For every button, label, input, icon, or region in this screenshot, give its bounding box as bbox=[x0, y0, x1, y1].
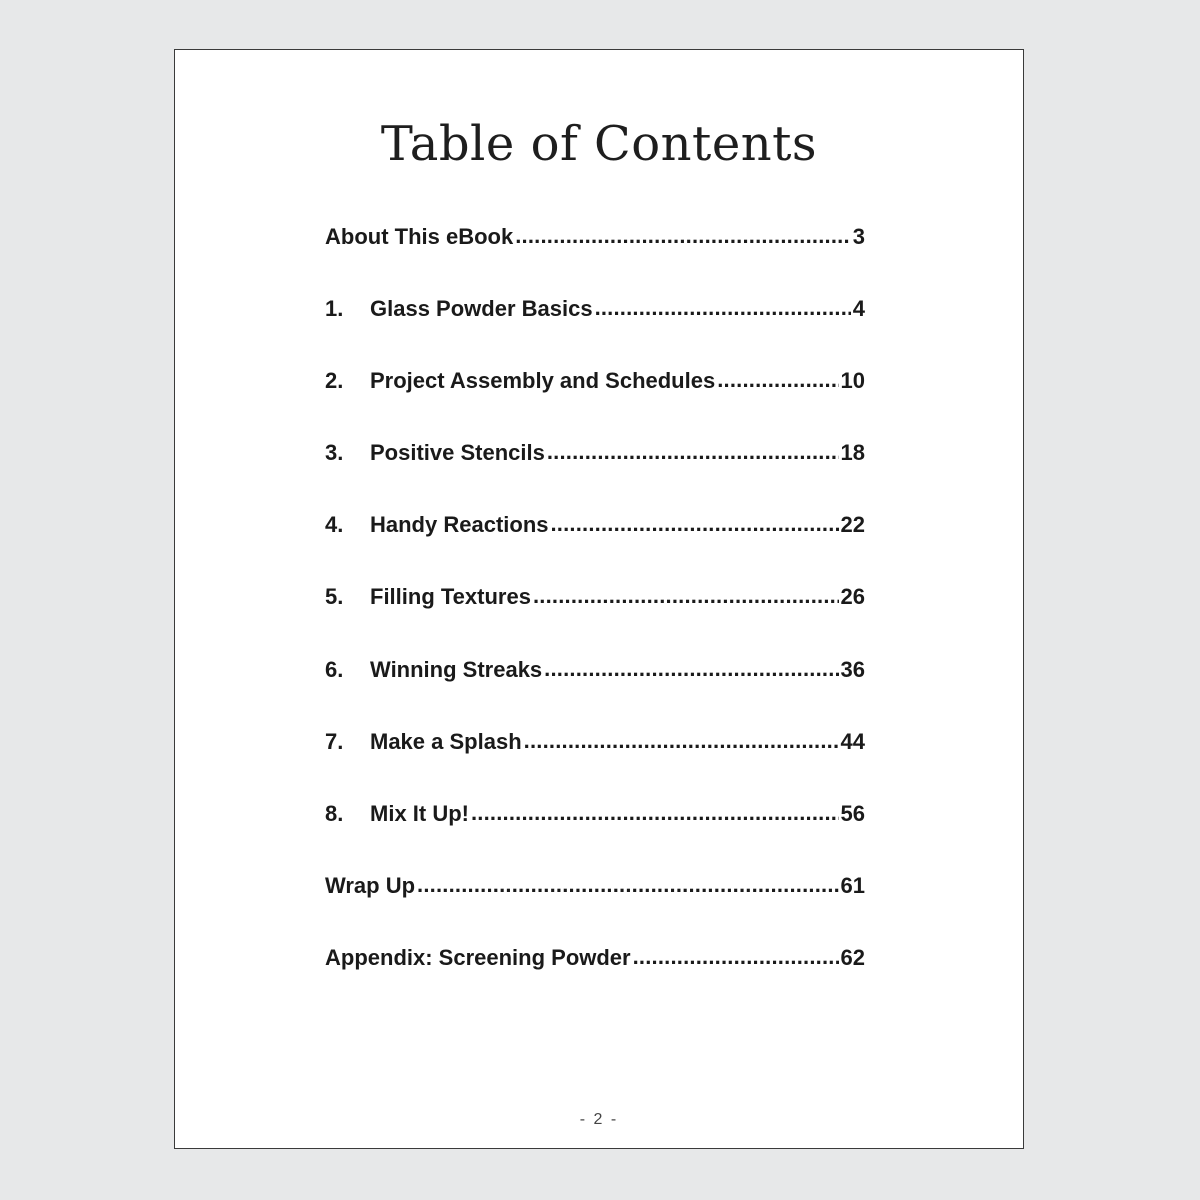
page-title: Table of Contents bbox=[380, 116, 818, 173]
toc-entry-title: Filling Textures bbox=[370, 584, 531, 610]
toc-entry-page: 10 bbox=[840, 368, 865, 394]
toc-entry-page: 22 bbox=[840, 512, 865, 538]
toc-entry-number: 1. bbox=[325, 296, 344, 322]
toc-entry-page: 26 bbox=[840, 584, 865, 610]
toc-entry-page: 36 bbox=[840, 656, 865, 682]
toc-entry-appendix[interactable] bbox=[325, 945, 865, 1017]
toc-entry-chapter-5[interactable] bbox=[325, 584, 865, 656]
toc-entry-number: 8. bbox=[325, 800, 344, 826]
toc-entry-chapter-8[interactable] bbox=[325, 801, 865, 873]
toc-entry-number: 7. bbox=[325, 728, 344, 754]
table-of-contents bbox=[325, 224, 865, 1017]
toc-entry-title: Handy Reactions bbox=[370, 512, 549, 538]
toc-entry-title: Appendix: Screening Powder bbox=[325, 944, 631, 970]
toc-entry-page: 4 bbox=[852, 296, 865, 322]
toc-entry-page: 61 bbox=[840, 872, 865, 898]
toc-dot-leader bbox=[595, 295, 851, 321]
toc-dot-leader bbox=[417, 872, 838, 898]
toc-dot-leader bbox=[515, 223, 851, 249]
toc-entry-title: Wrap Up bbox=[325, 872, 416, 898]
toc-entry-number: 3. bbox=[325, 440, 344, 466]
toc-dot-leader bbox=[533, 583, 839, 609]
toc-dot-leader bbox=[717, 367, 838, 393]
toc-entry-chapter-3[interactable] bbox=[325, 440, 865, 512]
toc-entry-number: 5. bbox=[325, 584, 344, 610]
toc-entry-title: Mix It Up! bbox=[370, 800, 469, 826]
document-page bbox=[174, 49, 1024, 1149]
toc-entry-page: 3 bbox=[852, 224, 865, 249]
toc-entry-wrap-up[interactable] bbox=[325, 873, 865, 945]
toc-entry-chapter-7[interactable] bbox=[325, 729, 865, 801]
toc-dot-leader bbox=[524, 728, 839, 754]
toc-dot-leader bbox=[551, 511, 839, 537]
toc-dot-leader bbox=[547, 439, 839, 465]
toc-entry-number: 4. bbox=[325, 512, 344, 538]
toc-dot-leader bbox=[633, 944, 839, 970]
toc-entry-chapter-2[interactable] bbox=[325, 368, 865, 440]
toc-entry-page: 56 bbox=[840, 800, 865, 826]
toc-entry-chapter-6[interactable] bbox=[325, 657, 865, 729]
toc-entry-chapter-1[interactable] bbox=[325, 296, 865, 368]
toc-entry-number: 6. bbox=[325, 656, 344, 682]
toc-dot-leader bbox=[544, 656, 838, 682]
toc-entry-page: 62 bbox=[840, 944, 865, 970]
toc-entry-title: Winning Streaks bbox=[370, 656, 543, 682]
toc-dot-leader bbox=[471, 800, 839, 826]
toc-entry-title: Project Assembly and Schedules bbox=[370, 368, 716, 394]
toc-entry-chapter-4[interactable] bbox=[325, 512, 865, 584]
toc-entry-page: 44 bbox=[840, 728, 865, 754]
toc-entry-title: About This eBook bbox=[325, 224, 514, 249]
toc-entry-about[interactable] bbox=[325, 224, 865, 296]
toc-entry-title: Glass Powder Basics bbox=[370, 296, 593, 322]
toc-entry-title: Make a Splash bbox=[370, 728, 522, 754]
toc-entry-page: 18 bbox=[840, 440, 865, 466]
toc-entry-title: Positive Stencils bbox=[370, 440, 545, 466]
page-number: - 2 - bbox=[579, 1111, 619, 1128]
toc-entry-number: 2. bbox=[325, 368, 344, 394]
